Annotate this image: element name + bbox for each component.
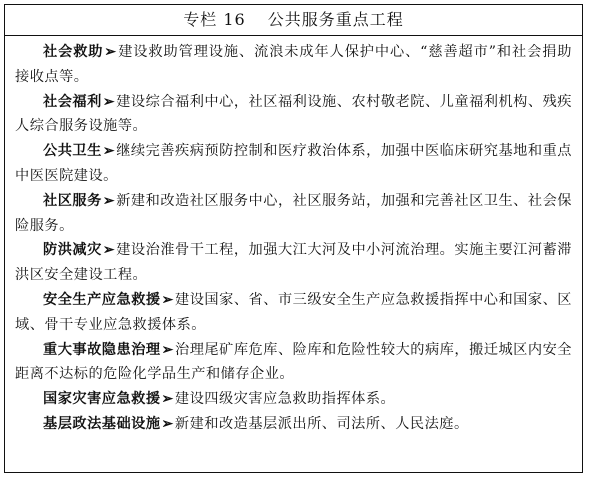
item-heading: 国家灾害应急救援 (43, 391, 161, 408)
item-heading: 社会救助 (43, 44, 104, 60)
arrow-icon: ➢ (102, 242, 116, 259)
arrow-icon: ➢ (102, 192, 116, 209)
item-disaster-emergency-rescue (15, 387, 572, 412)
item-heading: 社区服务 (43, 192, 102, 209)
column-number: 专栏 16 (183, 10, 246, 29)
item-heading: 重大事故隐患治理 (43, 341, 161, 358)
special-column-box (4, 4, 583, 473)
item-grassroots-legal-facilities (15, 412, 572, 437)
item-heading: 防洪减灾 (43, 242, 102, 259)
item-text: 建设四级灾害应急救助指挥体系。 (174, 391, 396, 408)
item-public-health (15, 139, 572, 189)
item-text: 建设救助管理设施、流浪未成年人保护中心、“慈善超市”和社会捐助接收点等。 (15, 44, 572, 85)
column-body (5, 36, 582, 437)
item-hazard-remediation (15, 338, 572, 388)
item-heading: 公共卫生 (43, 143, 102, 160)
arrow-icon: ➢ (102, 143, 116, 160)
item-flood-control (15, 238, 572, 288)
column-title (5, 5, 582, 36)
arrow-icon: ➢ (161, 415, 174, 432)
item-text: 治理尾矿库危库、险库和危险性较大的病库，搬迁城区内安全距离不达标的危险化学品生产和储存企业。 (15, 341, 572, 383)
item-social-welfare (15, 90, 572, 140)
arrow-icon: ➢ (161, 341, 175, 358)
item-heading: 基层政法基础设施 (43, 415, 161, 432)
item-text: 建设国家、省、市三级安全生产应急救援指挥中心和国家、区域、骨干专业应急救援体系。 (15, 291, 572, 333)
item-text: 继续完善疾病预防控制和医疗救治体系，加强中医临床研究基地和重点中医医院建设。 (15, 143, 572, 184)
item-text: 新建和改造社区服务中心，社区服务站，加强和完善社区卫生、社会保险服务。 (15, 192, 572, 234)
item-text: 建设综合福利中心，社区福利设施、农村敬老院、儿童福利机构、残疾人综合服务设施等。 (15, 93, 572, 135)
item-heading: 安全生产应急救援 (43, 291, 161, 308)
arrow-icon: ➢ (104, 44, 117, 60)
arrow-icon: ➢ (161, 291, 175, 308)
item-heading: 社会福利 (43, 93, 102, 110)
item-text: 建设治淮骨干工程，加强大江大河及中小河流治理。实施主要江河蓄滞洪区安全建设工程。 (15, 242, 572, 284)
arrow-icon: ➢ (102, 93, 116, 110)
arrow-icon: ➢ (161, 391, 174, 408)
item-social-assistance (15, 40, 572, 90)
column-title-text: 公共服务重点工程 (267, 10, 404, 29)
item-community-services (15, 189, 572, 239)
item-text: 新建和改造基层派出所、司法所、人民法庭。 (174, 415, 469, 432)
item-safety-emergency-rescue (15, 288, 572, 338)
